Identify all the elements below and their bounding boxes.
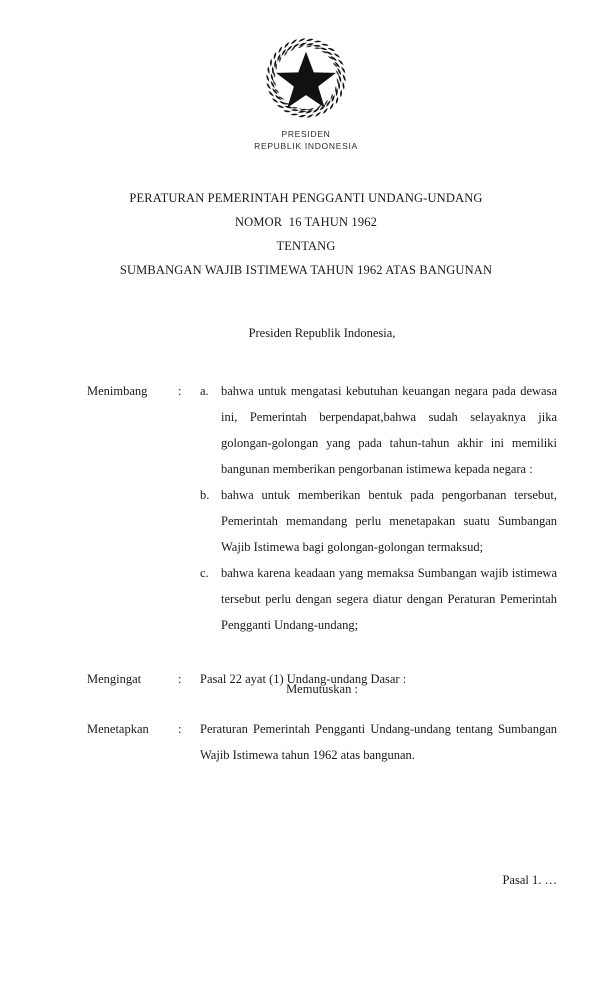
letterhead-caption-line-1: PRESIDEN xyxy=(281,129,331,139)
list-item-marker: c. xyxy=(200,566,209,580)
list-item-text: bahwa karena keadaan yang memaksa Sumbangan wajib istimewa tersebut perlu dengan segera diatur dengan Peraturan Pemerintah Pengganti Undang-undang; xyxy=(221,566,557,632)
document-body xyxy=(87,378,557,692)
title-subject: SUMBANGAN WAJIB ISTIMEWA TAHUN 1962 ATAS BANGUNAN xyxy=(119,263,493,277)
document-title-block xyxy=(56,186,556,282)
title-number: NOMOR 16 TAHUN 1962 xyxy=(234,215,378,229)
list-item xyxy=(200,560,557,638)
clause-menetapkan xyxy=(87,716,557,768)
decision-heading: Memutuskan : xyxy=(286,682,358,696)
clause-menimbang xyxy=(87,378,557,638)
clause-menimbang-items xyxy=(200,378,557,638)
clause-menimbang-label: Menimbang xyxy=(87,384,148,398)
letterhead xyxy=(0,34,612,152)
clause-menetapkan-wrapper xyxy=(87,716,557,768)
presidential-star-wreath-emblem xyxy=(262,34,350,122)
page-continuation-note: Pasal 1. … xyxy=(502,873,557,887)
clause-mengingat-label: Mengingat xyxy=(87,672,142,686)
clause-mengingat-text: Pasal 22 ayat (1) Undang-undang Dasar : xyxy=(200,672,407,686)
opening-line: Presiden Republik Indonesia, xyxy=(248,326,396,340)
letterhead-caption-line-2: REPUBLIK INDONESIA xyxy=(254,141,358,151)
clause-menetapkan-colon: : xyxy=(178,722,182,736)
list-item-text: bahwa untuk mengatasi kebutuhan keuangan negara pada dewasa ini, Pemerintah berpendapat,bahwa sudah selayaknya jika golongan-golongan yang pada tahun-tahun akhir ini memiliki bangunan memberikan pengorbanan istimewa kepada negara : xyxy=(221,384,557,476)
clause-menetapkan-label: Menetapkan xyxy=(87,722,149,736)
letterhead-caption xyxy=(0,128,612,152)
list-item-marker: b. xyxy=(200,488,210,502)
clause-menimbang-colon: : xyxy=(178,384,182,398)
clause-mengingat-colon: : xyxy=(178,672,182,686)
list-item xyxy=(200,482,557,560)
list-item-marker: a. xyxy=(200,384,209,398)
clause-menetapkan-text: Peraturan Pemerintah Pengganti Undang-undang tentang Sumbangan Wajib Istimewa tahun 1962 atas bangunan. xyxy=(200,722,557,762)
title-about-label: TENTANG xyxy=(276,239,336,253)
title-regulation-type: PERATURAN PEMERINTAH PENGGANTI UNDANG-UNDANG xyxy=(129,191,483,205)
list-item xyxy=(200,378,557,482)
list-item-text: bahwa untuk memberikan bentuk pada pengorbanan tersebut, Pemerintah memandang perlu menetapakan suatu Sumbangan Wajib Istimewa bagi golongan-golongan termaksud; xyxy=(221,488,557,554)
